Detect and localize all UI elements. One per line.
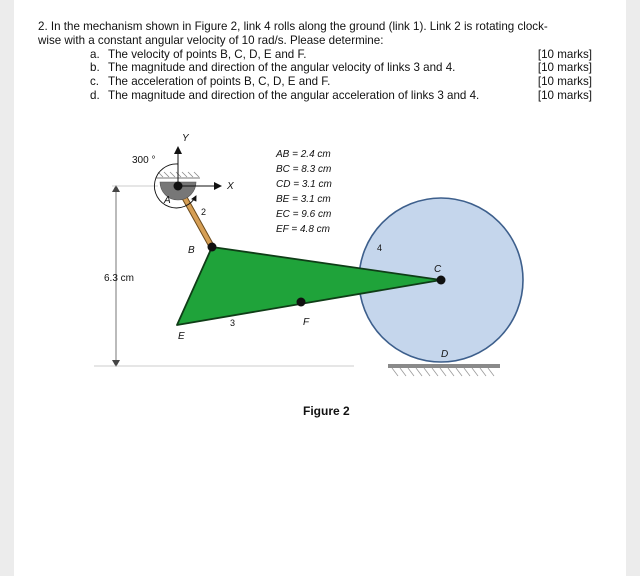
question-text: The velocity of points B, C, D, E and F.	[108, 47, 307, 61]
question-marks: [10 marks]	[537, 61, 592, 75]
dimension-ef: EF = 4.8 cm	[276, 224, 331, 235]
joint-c	[437, 276, 446, 285]
dimension-list	[275, 149, 332, 235]
height-dimension-label: 6.3 cm	[104, 273, 135, 284]
problem-intro-line-2: wise with a constant angular velocity of 10 rad/s. Please determine:	[38, 33, 384, 47]
link-4-label: 4	[377, 243, 383, 253]
link-3-label: 3	[230, 318, 236, 328]
question-letter: b.	[90, 61, 100, 75]
joint-b	[208, 243, 217, 252]
point-d-label: D	[441, 349, 449, 360]
joint-a	[174, 182, 183, 191]
question-text: The magnitude and direction of the angular velocity of links 3 and 4.	[108, 61, 456, 75]
point-b-label: B	[188, 245, 195, 256]
question-letter: a.	[90, 47, 100, 61]
figure-caption: Figure 2	[303, 404, 350, 418]
ground-hatching	[392, 368, 494, 376]
question-letter: c.	[90, 75, 100, 89]
dimension-ec: EC = 9.6 cm	[276, 209, 332, 220]
dimension-cd: CD = 3.1 cm	[276, 179, 332, 190]
question-marks: [10 marks]	[537, 47, 592, 61]
point-e-label: E	[178, 331, 185, 342]
y-axis-label: Y	[182, 133, 189, 144]
problem-intro-line-1: 2. In the mechanism shown in Figure 2, link 4 rolls along the ground (link 1). Link 2 is rotating clock-	[38, 20, 548, 33]
question-marks: [10 marks]	[537, 75, 592, 89]
point-f-label: F	[303, 317, 310, 328]
ground-bar	[388, 364, 500, 368]
dimension-ab: AB = 2.4 cm	[276, 149, 331, 160]
angle-label: 300 °	[132, 155, 156, 166]
dimension-be: BE = 3.1 cm	[276, 194, 331, 205]
dimension-bc: BC = 8.3 cm	[276, 164, 332, 175]
x-axis-label: X	[227, 181, 234, 192]
question-letter: d.	[90, 88, 100, 102]
point-f	[297, 298, 306, 307]
link-2-label: 2	[201, 207, 207, 217]
question-text: The magnitude and direction of the angular acceleration of links 3 and 4.	[108, 88, 480, 102]
point-c-label: C	[434, 264, 442, 275]
question-marks: [10 marks]	[537, 88, 592, 102]
point-a-label: A	[164, 195, 171, 206]
question-text: The acceleration of points B, C, D, E and F.	[108, 75, 331, 89]
